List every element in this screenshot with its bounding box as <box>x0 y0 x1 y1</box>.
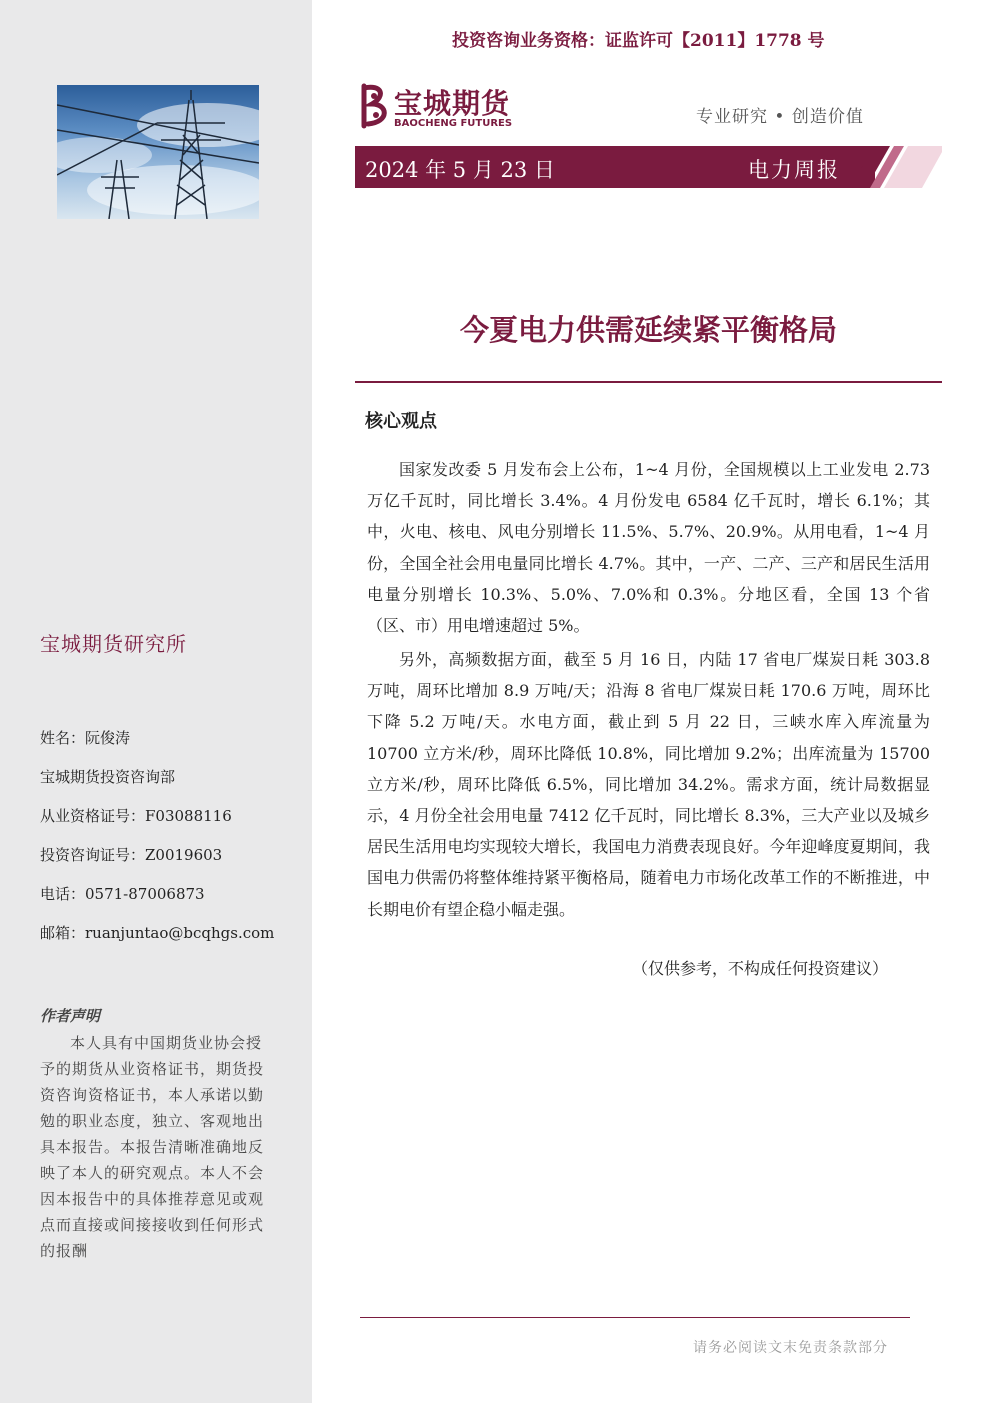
company-logo <box>356 82 526 134</box>
report-title: 今夏电力供需延续紧平衡格局 <box>459 313 837 347</box>
email[interactable]: 邮箱：ruanjuntao@bcqhgs.com <box>40 924 275 942</box>
research-institute-name: 宝城期货研究所 <box>40 632 187 656</box>
logo-chinese: 宝城期货 <box>394 87 511 120</box>
footer-text: 请务必阅读文末免责条款部分 <box>693 1340 888 1356</box>
department: 宝城期货投资咨询部 <box>40 768 176 786</box>
section-heading: 核心观点 <box>365 411 437 432</box>
footer-divider <box>360 1317 910 1318</box>
license-line: 投资咨询业务资格：证监许可【2011】1778 号 <box>452 31 825 51</box>
slogan: 专业研究 • 创造价值 <box>696 107 864 127</box>
paragraph-2: 另外，高频数据方面，截至 5 月 16 日，内陆 17 省电厂煤炭日耗 303.8 万吨，周环比增加 8.9 万吨/天；沿海 8 省电厂煤炭日耗 170.6 万吨，周环比下降 5.2 万吨/天。水电方面，截止到 5 月 22 日，三峡水库入库流量为 10700 立方米/秒，周环比降低 10.8%，同比增加 9.2%；出库流量为 15700 立方米/秒，周环比降低 6.5%，同比增加 34.2%。需求方面，统计局数据显示，4 月份全社会用电量 7412 亿千瓦时，同比增长 8.3%，三大产业以及城乡居民生活用电均实现较大增长，我国电力消费表现良好。今年迎峰度夏期间，我国电力供需仍将整体维持紧平衡格局，随着电力市场化改革工作的不断推进，中长期电价有望企稳小幅走强。 <box>367 650 930 919</box>
declaration-body: 本人具有中国期货业协会授予的期货从业资格证书，期货投资咨询资格证书，本人承诺以勤勉的职业态度，独立、客观地出具本报告。本报告清晰准确地反映了本人的研究观点。本人不会因本报告中的具体推荐意见或观点而直接或间接接收到任何形式的报酬 <box>40 1034 265 1260</box>
report-date: 2024 年 5 月 23 日 <box>365 158 555 182</box>
logo-mark-icon <box>356 82 392 130</box>
declaration-title: 作者声明 <box>40 1007 101 1025</box>
power-tower-photo <box>57 85 259 219</box>
title-divider <box>355 381 942 383</box>
author-name: 姓名：阮俊涛 <box>40 729 131 747</box>
phone: 电话：0571-87006873 <box>40 885 205 903</box>
logo-english: BAOCHENG FUTURES <box>394 118 513 129</box>
paragraph-1: 国家发改委 5 月发布会上公布，1~4 月份，全国规模以上工业发电 2.73 万亿千瓦时，同比增长 3.4%。4 月份发电 6584 亿千瓦时，增长 6.1%；其中，火电、核电、风电分别增长 11.5%、5.7%、20.9%。从用电看，1~4 月份，全国全社会用电量同比增长 4.7%。其中，一产、二产、三产和居民生活用电量分别增长 10.3%、5.0%、7.0%和 0.3%。分地区看，全国 13 个省（区、市）用电增速超过 5%。 <box>367 460 930 636</box>
disclaimer-note: （仅供参考，不构成任何投资建议） <box>632 959 889 978</box>
report-type: 电力周报 <box>748 158 840 182</box>
qualification-number: 从业资格证号：F03088116 <box>40 807 232 825</box>
banner-stripes <box>852 146 942 188</box>
consulting-number: 投资咨询证号：Z0019603 <box>40 846 223 864</box>
